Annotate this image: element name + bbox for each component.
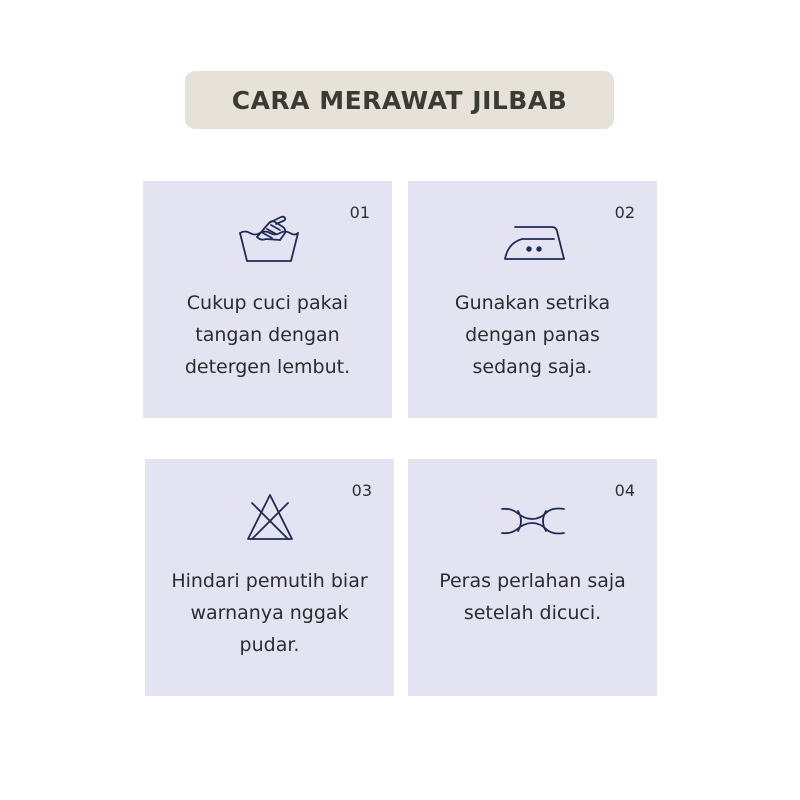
care-card-no-bleach: [145, 459, 394, 696]
wring-gently-icon: [488, 487, 578, 547]
card-text-line: sedang saja.: [472, 356, 593, 378]
iron-medium-heat-icon: [488, 209, 578, 269]
card-number: 03: [351, 481, 372, 500]
card-description: [155, 565, 384, 661]
care-card-iron: [408, 181, 657, 418]
card-text-line: Gunakan setrika: [454, 292, 611, 314]
title-banner: [185, 71, 614, 129]
card-description: [418, 565, 647, 629]
care-card-wring: [408, 459, 657, 696]
card-text-line: dengan panas: [465, 324, 600, 346]
card-description: [418, 287, 647, 383]
card-text-line: warnanya nggak: [190, 602, 349, 624]
card-text-line: setelah dicuci.: [463, 602, 602, 624]
card-number: 01: [349, 203, 370, 222]
card-text-line: Hindari pemutih biar: [171, 570, 368, 592]
card-number: 02: [614, 203, 635, 222]
card-number: 04: [614, 481, 635, 500]
card-text-line: Cukup cuci pakai: [186, 292, 349, 314]
card-text-line: tangan dengan: [195, 324, 340, 346]
card-description: [153, 287, 382, 383]
card-text-line: detergen lembut.: [184, 356, 351, 378]
no-bleach-icon: [225, 487, 315, 547]
care-card-hand-wash: [143, 181, 392, 418]
card-text-line: Peras perlahan saja: [439, 570, 626, 592]
card-text-line: pudar.: [239, 634, 300, 656]
hand-wash-icon: [223, 209, 313, 269]
page-title: CARA MERAWAT JILBAB: [231, 85, 568, 115]
